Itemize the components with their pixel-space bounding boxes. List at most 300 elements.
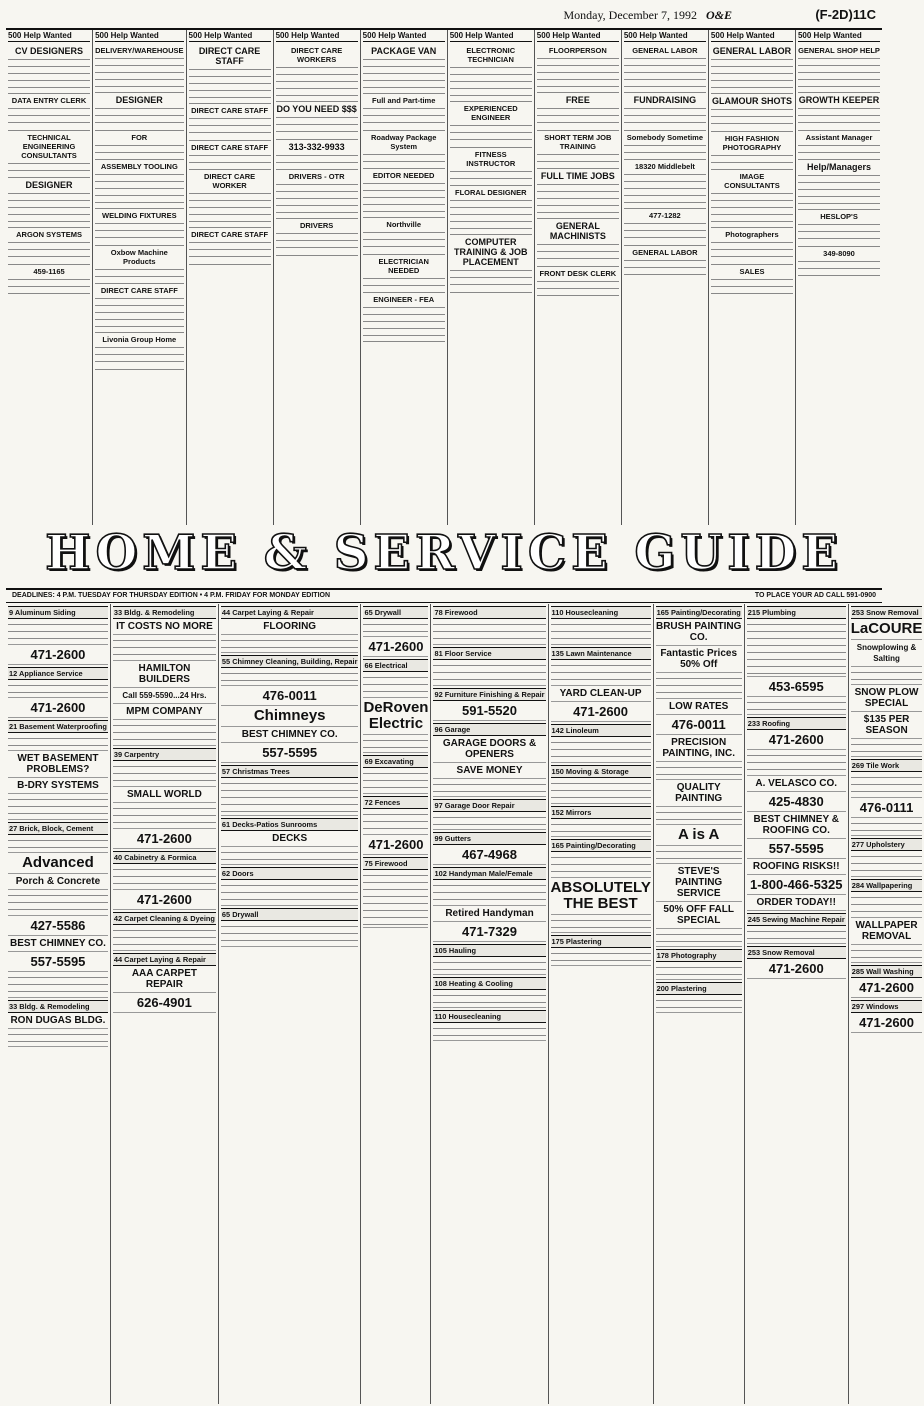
category-heading: 110 Housecleaning [551, 606, 651, 619]
service-ad [363, 698, 428, 735]
service-ad [656, 619, 742, 646]
service-ad [656, 929, 742, 947]
ad-headline: DRIVERS [299, 221, 334, 230]
ad-body-text [433, 663, 545, 683]
category-heading: 200 Plastering [656, 982, 742, 995]
ad-headline: YARD CLEAN-UP [559, 688, 642, 699]
ad-headline: Full and Part-time [372, 96, 436, 105]
ad-body-text [8, 797, 108, 817]
ad-headline: DIRECT CARE WORKER [203, 172, 256, 190]
classified-ad [363, 94, 445, 131]
ad-body-text [551, 951, 651, 963]
classified-ad [798, 160, 880, 210]
ad-headline: B-DRY SYSTEMS [17, 780, 99, 791]
column-heading: 500 Help Wanted [624, 30, 706, 42]
section-number: (F-2D)11C [815, 7, 876, 22]
phone-number: 471-2600 [768, 732, 824, 747]
ad-body-text [551, 855, 651, 875]
ad-headline: A. VELASCO CO. [755, 778, 838, 789]
category-heading: 27 Brick, Block, Cement [8, 822, 108, 835]
service-guide-column [654, 604, 745, 1404]
ad-body-text [363, 675, 428, 695]
ad-headline: DRIVERS - OTR [288, 172, 345, 181]
ad-body-text [656, 998, 742, 1010]
classified-ad [711, 228, 793, 265]
ad-body-text [747, 753, 846, 773]
ad-body-text [363, 57, 445, 91]
category-heading: 72 Fences [363, 796, 428, 809]
ad-body-text [624, 106, 706, 128]
ad-headline: EXPERIENCED ENGINEER [463, 104, 518, 122]
classified-ad [537, 131, 619, 169]
ad-headline: DIRECT CARE STAFF [191, 230, 269, 239]
ad-headline: DeRoven Electric [363, 699, 429, 732]
ad-headline: Livonia Group Home [102, 335, 177, 344]
service-ad [551, 819, 651, 837]
ad-headline: DIRECT CARE STAFF [191, 106, 269, 115]
ad-body-text [798, 56, 880, 90]
date-text: Monday, December 7, 1992 [563, 8, 697, 22]
banner-title: HOME & SERVICE GUIDE [45, 525, 843, 581]
ad-body-text [95, 221, 183, 243]
ad-body-text [363, 873, 428, 925]
place-ad-phone: TO PLACE YOUR AD CALL 591-0900 [754, 592, 876, 599]
ad-body-text [95, 267, 183, 281]
ad-body-text [8, 975, 108, 995]
ad-body-text [711, 57, 793, 91]
service-ad [113, 890, 216, 910]
category-heading: 175 Plastering [551, 935, 651, 948]
ad-body-text [711, 277, 793, 291]
service-ad [747, 812, 846, 839]
service-ad [551, 737, 651, 763]
service-ad [8, 619, 108, 645]
category-heading: 245 Sewing Machine Repair [747, 915, 845, 924]
service-ad [851, 640, 923, 667]
ad-body-text [363, 230, 445, 252]
classified-ad [8, 44, 90, 94]
service-ad [221, 743, 359, 763]
service-ad [8, 680, 108, 698]
ad-headline: Assistant Manager [805, 133, 873, 142]
service-ad [113, 864, 216, 890]
phone-number: 1-800-466-5325 [749, 877, 843, 892]
classified-ad [537, 93, 619, 131]
ad-headline: TECHNICAL ENGINEERING CONSULTANTS [21, 133, 77, 160]
ad-body-text [8, 240, 90, 262]
service-ad [8, 952, 108, 972]
category-heading: 142 Linoleum [551, 724, 651, 737]
category-heading: 97 Garage Door Repair [433, 799, 545, 812]
help-wanted-column [361, 30, 448, 525]
ad-headline: ENGINEER - FEA [373, 295, 435, 304]
help-wanted-column [93, 30, 186, 525]
classified-ad [711, 132, 793, 170]
category-heading: 75 Firewood [363, 857, 428, 870]
classified-ad [189, 170, 271, 228]
ad-body-text [450, 198, 532, 232]
classified-ad [798, 131, 880, 160]
service-ad [747, 677, 846, 697]
ad-headline: GENERAL LABOR [632, 46, 698, 55]
service-ad [433, 701, 545, 721]
service-ad [8, 890, 108, 916]
ad-body-text [537, 56, 619, 90]
classified-ad [8, 131, 90, 178]
ad-headline: SALES [739, 267, 765, 276]
service-ad [8, 972, 108, 998]
ad-headline: Photographers [725, 230, 779, 239]
service-ad [113, 688, 216, 704]
ad-headline: EDITOR NEEDED [372, 171, 435, 180]
classified-ad [711, 44, 793, 94]
service-ad [851, 739, 923, 757]
ad-headline: HAMILTON BUILDERS [138, 663, 191, 685]
service-ad [747, 730, 846, 750]
classified-ad [711, 170, 793, 228]
category-heading: 96 Garage [433, 723, 545, 736]
ad-headline: Snowplowing & Salting [856, 643, 917, 663]
service-ad [551, 702, 651, 722]
service-ad [221, 778, 359, 816]
ad-body-text [551, 663, 651, 683]
classified-ad [450, 44, 532, 102]
ad-body-text [433, 883, 545, 903]
ad-body-text [433, 993, 545, 1005]
ad-headline: $135 PER SEASON [863, 714, 910, 736]
ad-body-text [221, 924, 359, 944]
ad-headline: Retired Handyman [445, 908, 534, 919]
category-heading: 152 Mirrors [551, 806, 651, 819]
classified-ad [624, 209, 706, 246]
ad-headline: FUNDRAISING [633, 95, 697, 105]
ad-body-text [551, 622, 651, 642]
help-wanted-column [796, 30, 882, 525]
service-ad [221, 668, 359, 686]
category-heading: 99 Gutters [433, 832, 545, 845]
service-ad [656, 846, 742, 864]
service-ad [656, 995, 742, 1013]
classified-ad [711, 94, 793, 132]
ad-body-text [711, 153, 793, 167]
service-ad [747, 619, 846, 677]
service-ad [851, 918, 923, 945]
service-ad [851, 685, 923, 712]
category-heading: 150 Moving & Storage [551, 765, 651, 778]
ad-body-text [747, 700, 846, 712]
ad-body-text [363, 812, 428, 832]
classified-ad [798, 44, 880, 93]
ad-headline: FULL TIME JOBS [540, 171, 615, 181]
ad-body-text [95, 345, 183, 367]
service-ad [8, 698, 108, 718]
category-heading: 105 Hauling [433, 944, 545, 957]
category-heading: 33 Bldg. & Remodeling [8, 1000, 108, 1013]
category-heading: 61 Decks-Patios Sunrooms [221, 818, 359, 831]
ad-body-text [363, 106, 445, 128]
category-heading: 81 Floor Service [433, 647, 545, 660]
service-ad [113, 720, 216, 746]
column-heading: 500 Help Wanted [537, 30, 619, 42]
ad-headline: HIGH FASHION PHOTOGRAPHY [722, 134, 782, 152]
service-ad [363, 637, 428, 657]
ad-headline: GARAGE DOORS & OPENERS [442, 738, 537, 760]
ad-body-text [551, 781, 651, 801]
service-guide-column [6, 604, 111, 1404]
service-ad [113, 925, 216, 951]
ad-headline: DATA ENTRY CLERK [11, 96, 87, 105]
phone-number: 471-2600 [30, 647, 86, 662]
service-ad [433, 779, 545, 797]
service-ad [8, 645, 108, 665]
ad-headline: 349-8090 [823, 249, 855, 258]
ad-headline: FITNESS INSTRUCTOR [466, 150, 516, 168]
ad-body-text [551, 822, 651, 834]
ad-headline: SMALL WORLD [127, 789, 202, 800]
phone-number: 471-2600 [30, 700, 86, 715]
column-heading: 500 Help Wanted [8, 30, 90, 42]
category-heading: 57 Christmas Trees [221, 765, 359, 778]
ad-body-text [8, 736, 108, 748]
service-ad [363, 672, 428, 698]
ad-headline: Fantastic Prices 50% Off [660, 648, 738, 670]
classified-ad [450, 148, 532, 186]
classified-ad [537, 44, 619, 93]
ad-body-text [798, 106, 880, 128]
service-ad [433, 906, 545, 922]
service-ad [551, 619, 651, 645]
phone-number: 557-5595 [768, 841, 824, 856]
category-heading: 39 Carpentry [113, 748, 216, 761]
phone-number: 471-2600 [859, 980, 915, 995]
ad-body-text [8, 277, 90, 291]
ad-body-text [363, 771, 428, 791]
ad-body-text [656, 676, 742, 696]
phone-number: 471-2600 [859, 1015, 915, 1030]
service-ad [221, 727, 359, 743]
ad-body-text [433, 960, 545, 972]
service-ad [656, 902, 742, 929]
category-heading: 12 Appliance Service [8, 667, 108, 680]
ad-body-text [95, 106, 183, 128]
phone-number: 471-2600 [136, 831, 192, 846]
ad-body-text [189, 191, 271, 225]
service-ad [221, 847, 359, 865]
service-ad [851, 667, 923, 685]
ad-body-text [95, 296, 183, 330]
service-ad [8, 1029, 108, 1047]
service-ad [221, 921, 359, 947]
ad-headline: MPM COMPANY [126, 706, 203, 717]
ad-headline: 459-1165 [33, 267, 65, 276]
service-ad [8, 835, 108, 853]
ad-headline: WALLPAPER REMOVAL [855, 920, 918, 942]
ad-body-text [537, 106, 619, 128]
ad-headline: FREE [565, 95, 590, 105]
service-ad [551, 852, 651, 878]
classified-ad [8, 228, 90, 265]
ad-headline: Porch & Concrete [15, 876, 101, 887]
ad-body-text [221, 671, 359, 683]
service-guide-section [6, 604, 923, 1404]
ad-body-text [537, 279, 619, 293]
category-heading: 9 Aluminum Siding [8, 606, 108, 619]
ad-body-text [113, 764, 216, 784]
ad-headline: STEVE'S PAINTING SERVICE [675, 866, 723, 899]
classified-ad [624, 131, 706, 160]
ad-body-text [711, 240, 793, 262]
ad-body-text [433, 815, 545, 827]
ad-body-text [363, 152, 445, 166]
phone-number: 425-4830 [768, 794, 824, 809]
service-ad [747, 792, 846, 812]
service-ad [851, 818, 923, 836]
service-ad [551, 778, 651, 804]
ad-body-text [747, 622, 846, 674]
ad-body-text [8, 191, 90, 225]
ad-body-text [537, 242, 619, 264]
service-ad [8, 794, 108, 820]
ad-body-text [8, 1032, 108, 1044]
ad-headline: DIRECT CARE WORKERS [291, 46, 343, 64]
phone-number: 427-5586 [30, 918, 86, 933]
classified-ad [189, 44, 271, 104]
phone-number: 471-2600 [368, 639, 424, 654]
service-ad [656, 699, 742, 715]
service-ad [551, 686, 651, 702]
category-heading: 62 Doors [221, 867, 359, 880]
column-heading: 500 Help Wanted [363, 30, 445, 42]
ad-body-text [221, 850, 359, 862]
service-ad [433, 990, 545, 1008]
category-heading: 135 Lawn Maintenance [551, 647, 651, 660]
service-ad [851, 1013, 923, 1033]
ad-body-text [221, 781, 359, 813]
category-heading: 92 Furniture Finishing & Repair [434, 690, 545, 699]
service-ad [747, 859, 846, 875]
service-ad [8, 778, 108, 794]
deadline-bar [6, 588, 882, 603]
classified-ad [363, 44, 445, 94]
ad-headline: 18320 Middlebelt [634, 162, 695, 171]
classified-ad [276, 219, 358, 256]
ad-headline: ELECTRICIAN NEEDED [378, 257, 429, 275]
ad-headline: ARGON SYSTEMS [16, 230, 82, 239]
ad-headline: GENERAL MACHINISTS [549, 221, 606, 241]
ad-headline: RON DUGAS BLDG. [10, 1015, 106, 1026]
classified-ad [624, 160, 706, 209]
service-guide-column [549, 604, 654, 1404]
classified-ad [95, 44, 183, 93]
ad-body-text [624, 221, 706, 243]
classified-ad [537, 169, 619, 219]
classified-ad [95, 246, 183, 284]
service-ad [113, 761, 216, 787]
ad-headline: DELIVERY/WAREHOUSE [95, 46, 184, 55]
help-wanted-column [187, 30, 274, 525]
service-ad [656, 646, 742, 673]
ad-headline: ORDER TODAY!! [756, 897, 836, 908]
category-heading: 253 Snow Removal [747, 946, 846, 959]
column-heading: 500 Help Wanted [798, 30, 880, 42]
ad-body-text [8, 161, 90, 175]
ad-headline: 477-1282 [649, 211, 681, 220]
service-ad [363, 768, 428, 794]
ad-headline: GENERAL SHOP HELP [798, 46, 880, 55]
ad-body-text [851, 948, 923, 960]
service-ad [433, 922, 545, 942]
category-heading: 33 Bldg. & Remodeling [113, 606, 216, 619]
ad-body-text [624, 143, 706, 157]
service-ad [221, 686, 359, 706]
ad-body-text [747, 929, 846, 941]
classified-ad [189, 104, 271, 141]
column-heading: 500 Help Wanted [276, 30, 358, 42]
ad-body-text [551, 740, 651, 760]
classified-ad [95, 93, 183, 131]
ad-headline: GENERAL LABOR [632, 248, 698, 257]
category-heading: 44 Carpet Laying & Repair [221, 606, 359, 619]
ad-body-text [551, 918, 651, 930]
ad-headline: FOR [131, 133, 148, 142]
ad-headline: PRECISION PAINTING, INC. [662, 737, 735, 759]
column-heading: 500 Help Wanted [450, 30, 532, 42]
classified-ad [189, 141, 271, 170]
ad-headline: A is A [677, 826, 720, 843]
ad-body-text [851, 821, 923, 833]
help-wanted-column [535, 30, 622, 525]
ad-body-text [113, 806, 216, 826]
ad-headline: BEST CHIMNEY & ROOFING CO. [753, 814, 839, 836]
category-heading: 285 Wall Washing [851, 965, 923, 978]
phone-number: 471-2600 [768, 961, 824, 976]
ad-headline: BEST CHIMNEY CO. [9, 938, 106, 949]
classified-ad [798, 210, 880, 247]
ad-headline: FLOORING [263, 621, 317, 632]
ad-body-text [113, 928, 216, 948]
ad-body-text [450, 123, 532, 145]
service-ad [433, 660, 545, 686]
ad-body-text [276, 153, 358, 167]
ad-body-text [656, 810, 742, 822]
service-ad [656, 864, 742, 902]
service-ad [551, 878, 651, 915]
service-ad [221, 831, 359, 847]
service-guide-column [431, 604, 548, 1404]
service-guide-column [219, 604, 362, 1404]
service-guide-column [745, 604, 849, 1404]
service-ad [113, 803, 216, 829]
category-heading: 21 Basement Waterproofing [9, 722, 107, 731]
service-ad [656, 962, 742, 980]
classified-ad [363, 218, 445, 255]
service-ad [221, 880, 359, 906]
column-heading: 500 Help Wanted [95, 30, 183, 42]
service-ad [113, 619, 216, 635]
service-ad [747, 750, 846, 776]
service-ad [363, 809, 428, 835]
phone-number: 557-5595 [30, 954, 86, 969]
service-ad [656, 715, 742, 735]
classified-ad [276, 102, 358, 140]
category-heading: 69 Excavating [363, 755, 428, 768]
phone-number: 471-2600 [136, 892, 192, 907]
service-guide-column [849, 604, 924, 1404]
service-ad [113, 661, 216, 688]
ad-body-text [113, 723, 216, 743]
ad-headline: AAA CARPET REPAIR [131, 968, 197, 990]
classified-ad [95, 284, 183, 333]
